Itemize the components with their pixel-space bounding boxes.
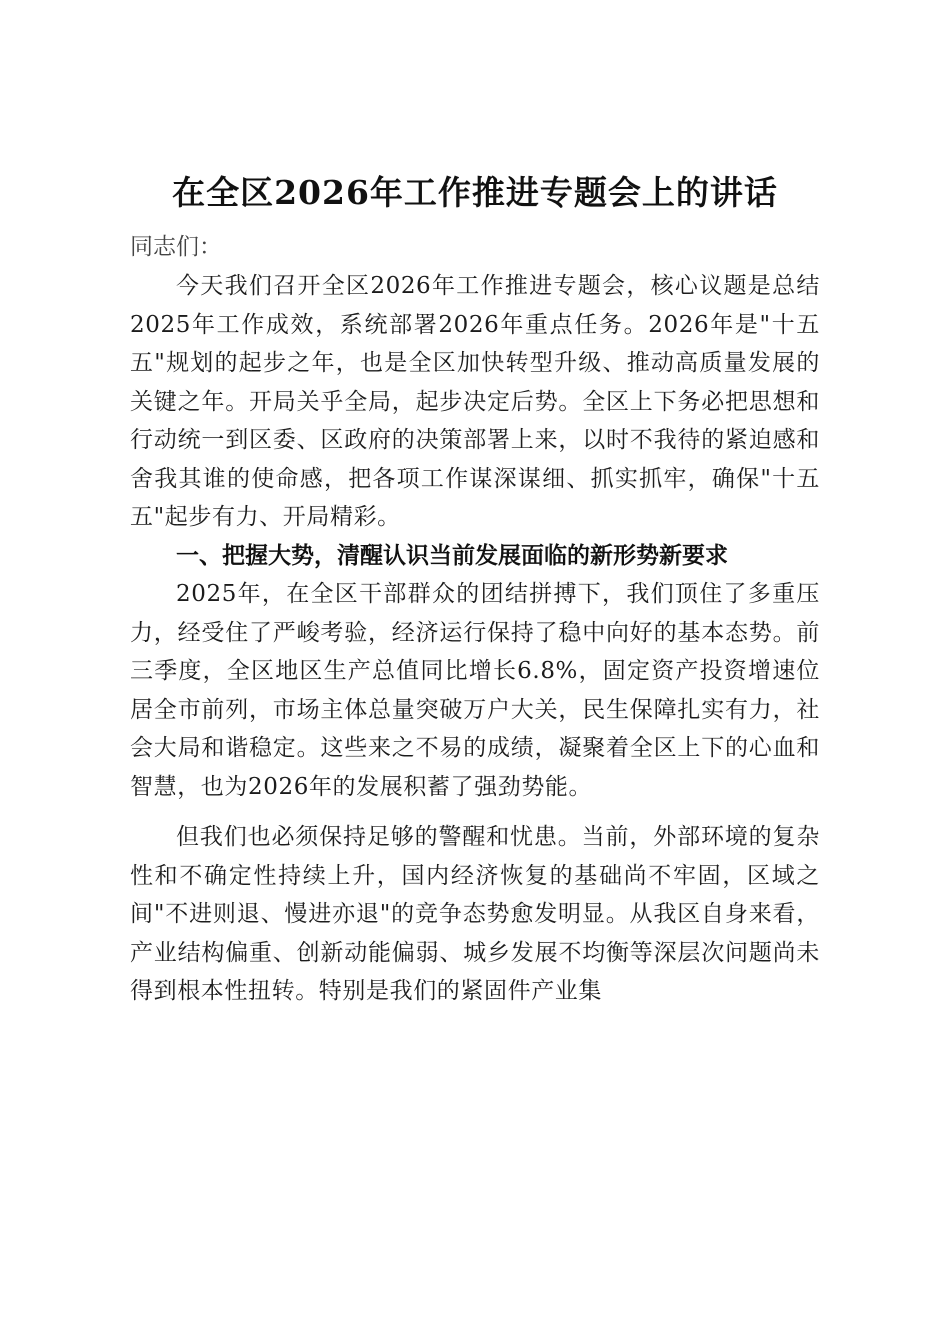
section-heading-1: 一、把握大势，清醒认识当前发展面临的新形势新要求: [176, 541, 728, 569]
salutation: 同志们：: [130, 234, 222, 260]
intro-paragraph: 今天我们召开全区2026年工作推进专题会，核心议题是总结2025年工作成效，系统部署2026年重点任务。2026年是"十五五"规划的起步之年，也是全区加快转型升级、推动高质量发展的关键之年。开局关乎全局，起步决定后势。全区上下务必把思想和行动统一到区委、区政府的决策部署上来，以时不我待的紧迫感和舍我其谁的使命感，把各项工作谋深谋细、抓实抓牢，确保"十五五"起步有力、开局精彩。: [130, 273, 820, 530]
section-1-paragraph-1: 2025年，在全区干部群众的团结拼搏下，我们顶住了多重压力，经受住了严峻考验，经济运行保持了稳中向好的基本态势。前三季度，全区地区生产总值同比增长6.8%，固定资产投资增速位居全市前列，市场主体总量突破万户大关，民生保障扎实有力，社会大局和谐稳定。这些来之不易的成绩，凝聚着全区上下的心血和智慧，也为2026年的发展积蓄了强劲势能。: [130, 581, 820, 800]
document-body: [130, 168, 820, 1011]
section-1-paragraph-2: 但我们也必须保持足够的警醒和忧患。当前，外部环境的复杂性和不确定性持续上升，国内经济恢复的基础尚不牢固，区域之间"不进则退、慢进亦退"的竞争态势愈发明显。从我区自身来看，产业结构偏重、创新动能偏弱、城乡发展不均衡等深层次问题尚未得到根本性扭转。特别是我们的紧固件产业集: [130, 824, 820, 1004]
paragraph-spacer: [130, 806, 820, 818]
document-title: 在全区2026年工作推进专题会上的讲话: [172, 173, 778, 212]
